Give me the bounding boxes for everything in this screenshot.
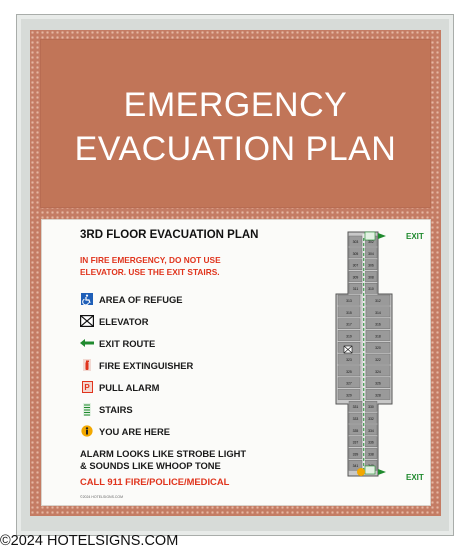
you-are-here-icon bbox=[80, 424, 94, 438]
emergency-call-text: CALL 911 FIRE/POLICE/MEDICAL bbox=[80, 476, 230, 487]
room-number: 329 bbox=[346, 393, 352, 398]
room-number: 318 bbox=[375, 334, 381, 339]
legend-item-stairs bbox=[80, 398, 260, 420]
room-number: 326 bbox=[375, 381, 381, 386]
room-number: 334 bbox=[368, 428, 374, 433]
room-number: 339 bbox=[352, 452, 359, 457]
room-number: 314 bbox=[375, 310, 381, 315]
room-number: 303 bbox=[352, 240, 359, 244]
room-number: 305 bbox=[352, 251, 359, 256]
legend-label: STAIRS bbox=[99, 403, 133, 415]
title-line-2: EVACUATION PLAN bbox=[74, 130, 397, 168]
alarm-note bbox=[80, 448, 246, 472]
copyright-text: ©2024 HOTELSIGNS.COM bbox=[0, 533, 179, 549]
room-number: 320 bbox=[375, 346, 381, 351]
legend-item-elevator bbox=[80, 310, 260, 332]
room-number: 312 bbox=[375, 299, 381, 303]
legend-item-area-of-refuge bbox=[80, 288, 260, 310]
legend-item-fire-extinguisher bbox=[80, 354, 260, 376]
room-number: 333 bbox=[352, 417, 359, 421]
legend-label: EXIT ROUTE bbox=[99, 337, 156, 349]
exit-label-bottom: EXIT bbox=[406, 473, 424, 482]
legend-label: AREA OF REFUGE bbox=[99, 293, 183, 305]
warning-line-2: ELEVATOR. USE THE EXIT STAIRS. bbox=[80, 267, 220, 277]
legend-item-exit-route bbox=[80, 332, 260, 354]
room-number: 322 bbox=[375, 358, 381, 362]
room-number: 307 bbox=[352, 263, 359, 268]
stairs-icon bbox=[365, 466, 375, 474]
warning-text bbox=[80, 254, 280, 278]
alarm-note-line-2: & SOUNDS LIKE WHOOP TONE bbox=[80, 460, 221, 471]
plan-content bbox=[41, 219, 431, 506]
room-number: 311 bbox=[352, 287, 359, 292]
room-number: 324 bbox=[375, 369, 381, 374]
legend-item-pull-alarm bbox=[80, 376, 260, 398]
plan-title: 3RD FLOOR EVACUATION PLAN bbox=[80, 229, 259, 241]
stairs-icon bbox=[365, 232, 375, 240]
warning-line-1: IN FIRE EMERGENCY, DO NOT USE bbox=[80, 255, 221, 265]
floor-map bbox=[334, 228, 426, 488]
accessibility-icon bbox=[80, 292, 94, 306]
room-number: 309 bbox=[352, 275, 359, 280]
room-number: 341 bbox=[352, 464, 359, 469]
room-number: 328 bbox=[375, 393, 381, 398]
room-number: 330 bbox=[368, 405, 374, 410]
exit-arrow-icon bbox=[378, 233, 386, 239]
pull-alarm-icon bbox=[80, 380, 94, 394]
room-number: 315 bbox=[346, 310, 352, 315]
room-number: 306 bbox=[368, 263, 374, 268]
fire-extinguisher-icon bbox=[80, 358, 94, 372]
stairs-icon bbox=[80, 402, 94, 416]
alarm-note-line-1: ALARM LOOKS LIKE STROBE LIGHT bbox=[80, 448, 247, 459]
room-number: 332 bbox=[368, 417, 374, 421]
room-number: 316 bbox=[375, 322, 381, 327]
room-number: 327 bbox=[346, 381, 352, 386]
legend-label: ELEVATOR bbox=[99, 315, 149, 327]
legend-item-you-are-here bbox=[80, 420, 260, 442]
legend-label: PULL ALARM bbox=[99, 381, 160, 393]
floor-plan-drawing bbox=[334, 228, 426, 488]
room-number: 302 bbox=[368, 240, 374, 244]
pull-alarm-glyph: P bbox=[82, 381, 93, 393]
exit-arrow-icon bbox=[378, 469, 386, 475]
room-number: 336 bbox=[368, 440, 374, 445]
room-number: 313 bbox=[346, 299, 352, 303]
legend bbox=[80, 288, 260, 442]
you-are-here-icon bbox=[357, 468, 365, 476]
room-number: 310 bbox=[368, 287, 374, 292]
room-number: 319 bbox=[346, 334, 352, 339]
room-number: 304 bbox=[368, 251, 374, 256]
exit-label-top: EXIT bbox=[406, 232, 424, 241]
room-number: 335 bbox=[352, 428, 359, 433]
room-number: 331 bbox=[352, 405, 359, 410]
room-number: 337 bbox=[352, 440, 359, 445]
legend-label: YOU ARE HERE bbox=[99, 425, 171, 437]
room-number: 323 bbox=[346, 358, 352, 362]
sign-header bbox=[40, 39, 431, 208]
fine-print: ©2024 HOTELSIGNS.COM bbox=[80, 495, 124, 499]
room-number: 308 bbox=[368, 275, 374, 280]
elevator-icon bbox=[80, 314, 94, 328]
room-number: 317 bbox=[346, 322, 352, 327]
exit-arrow-icon bbox=[80, 336, 94, 350]
room-number: 325 bbox=[346, 369, 352, 374]
room-number: 338 bbox=[368, 452, 374, 457]
legend-label: FIRE EXTINGUISHER bbox=[99, 359, 194, 371]
title-line-1: EMERGENCY bbox=[123, 86, 348, 124]
